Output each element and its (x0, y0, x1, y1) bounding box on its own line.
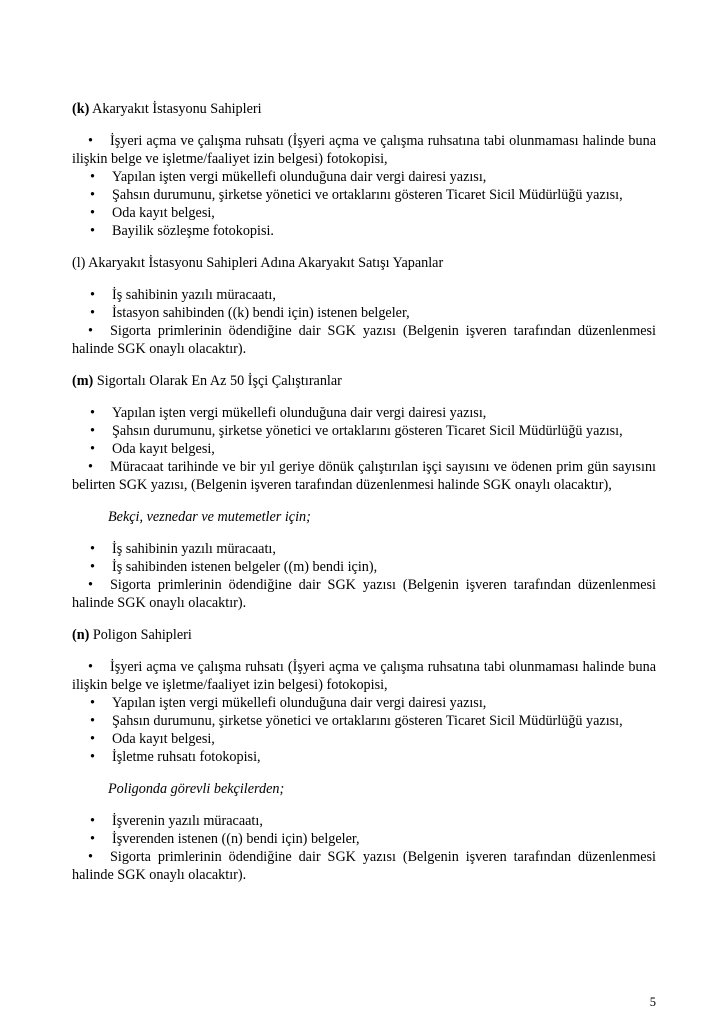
section-k (72, 100, 656, 240)
list-item: • Yapılan işten vergi mükellefi olunduğuna dair vergi dairesi yazısı, (90, 405, 487, 421)
section-title-text: Akaryakıt İstasyonu Sahipleri Adına Akaryakıt Satışı Yapanlar (85, 255, 444, 271)
list-item: • İşyeri açma ve çalışma ruhsatı (İşyeri açma ve çalışma ruhsatına tabi olunmaması halinde buna ilişkin belge ve işletme/faaliyet izin belgesi) fotokopisi, (72, 133, 656, 167)
section-m (72, 372, 656, 612)
bullet-icon: • (88, 659, 93, 675)
list-item: • İşletme ruhsatı fotokopisi, (90, 749, 261, 765)
bullet-icon: • (88, 459, 93, 475)
bullet-icon: • (90, 205, 95, 221)
bullet-icon: • (88, 133, 93, 149)
list-item: • Şahsın durumunu, şirketse yönetici ve ortaklarını gösteren Ticaret Sicil Müdürlüğü yazısı, (90, 187, 623, 203)
list-item: • İş sahibinin yazılı müracaatı, (90, 287, 276, 303)
list-item: • Sigorta primlerinin ödendiğine dair SGK yazısı (Belgenin işveren tarafından düzenlenmesi halinde SGK onaylı olacaktır). (72, 849, 656, 883)
list-item: • İşverenin yazılı müracaatı, (90, 813, 263, 829)
list-item: • İş sahibinin yazılı müracaatı, (90, 541, 276, 557)
section-title-text: Akaryakıt İstasyonu Sahipleri (89, 101, 262, 117)
list-item: • Oda kayıt belgesi, (90, 205, 215, 221)
sub-heading: Bekçi, veznedar ve mutemetler için; (108, 509, 311, 525)
list-item: • İşyeri açma ve çalışma ruhsatı (İşyeri açma ve çalışma ruhsatına tabi olunmaması halinde buna ilişkin belge ve işletme/faaliyet izin belgesi) fotokopisi, (72, 659, 656, 693)
list-item: • Oda kayıt belgesi, (90, 731, 215, 747)
page-number: 5 (649, 995, 656, 1009)
bullet-icon: • (90, 813, 95, 829)
bullet-icon: • (90, 187, 95, 203)
section-title-text: Poligon Sahipleri (89, 627, 192, 643)
list-item: • İstasyon sahibinden ((k) bendi için) istenen belgeler, (90, 305, 410, 321)
list-item: • Yapılan işten vergi mükellefi olunduğuna dair vergi dairesi yazısı, (90, 695, 487, 711)
bullet-icon: • (90, 305, 95, 321)
requirement-list (72, 286, 656, 358)
list-item: • Sigorta primlerinin ödendiğine dair SGK yazısı (Belgenin işveren tarafından düzenlenmesi halinde SGK onaylı olacaktır). (72, 323, 656, 357)
list-item: • Oda kayıt belgesi, (90, 441, 215, 457)
sub-requirement-list (72, 540, 656, 612)
section-title (72, 254, 656, 272)
requirement-list (72, 404, 656, 494)
section-title-text: Sigortalı Olarak En Az 50 İşçi Çalıştıranlar (93, 373, 342, 389)
requirement-list (72, 658, 656, 766)
bullet-icon: • (90, 731, 95, 747)
list-item: • Yapılan işten vergi mükellefi olunduğuna dair vergi dairesi yazısı, (90, 169, 487, 185)
section-l (72, 254, 656, 358)
bullet-icon: • (90, 695, 95, 711)
requirement-list (72, 132, 656, 240)
list-item: • İş sahibinden istenen belgeler ((m) bendi için), (90, 559, 378, 575)
bullet-icon: • (90, 713, 95, 729)
section-title (72, 626, 656, 644)
bullet-icon: • (90, 223, 95, 239)
document-page (72, 100, 656, 884)
bullet-icon: • (90, 749, 95, 765)
bullet-icon: • (90, 287, 95, 303)
sub-requirement-list (72, 812, 656, 884)
section-key: (k) (72, 101, 90, 117)
list-item: • İşverenden istenen ((n) bendi için) belgeler, (90, 831, 360, 847)
section-title (72, 100, 656, 118)
bullet-icon: • (88, 849, 93, 865)
bullet-icon: • (90, 559, 95, 575)
bullet-icon: • (90, 441, 95, 457)
bullet-icon: • (90, 831, 95, 847)
bullet-icon: • (90, 541, 95, 557)
sub-heading: Poligonda görevli bekçilerden; (108, 781, 285, 797)
bullet-icon: • (90, 405, 95, 421)
bullet-icon: • (88, 577, 93, 593)
bullet-icon: • (90, 169, 95, 185)
section-title (72, 372, 656, 390)
section-key: (n) (72, 627, 90, 643)
list-item: • Bayilik sözleşme fotokopisi. (90, 223, 274, 239)
list-item: • Müracaat tarihinde ve bir yıl geriye dönük çalıştırılan işçi sayısını ve ödenen prim gün sayısını belirten SGK yazısı, (Belgenin işveren tarafından düzenlenmesi halinde SGK onaylı olacaktır), (72, 459, 656, 493)
section-key: (l) (72, 255, 86, 271)
bullet-icon: • (88, 323, 93, 339)
bullet-icon: • (90, 423, 95, 439)
list-item: • Şahsın durumunu, şirketse yönetici ve ortaklarını gösteren Ticaret Sicil Müdürlüğü yazısı, (90, 423, 623, 439)
section-key: (m) (72, 373, 94, 389)
list-item: • Şahsın durumunu, şirketse yönetici ve ortaklarını gösteren Ticaret Sicil Müdürlüğü yazısı, (90, 713, 623, 729)
section-n (72, 626, 656, 884)
list-item: • Sigorta primlerinin ödendiğine dair SGK yazısı (Belgenin işveren tarafından düzenlenmesi halinde SGK onaylı olacaktır). (72, 577, 656, 611)
